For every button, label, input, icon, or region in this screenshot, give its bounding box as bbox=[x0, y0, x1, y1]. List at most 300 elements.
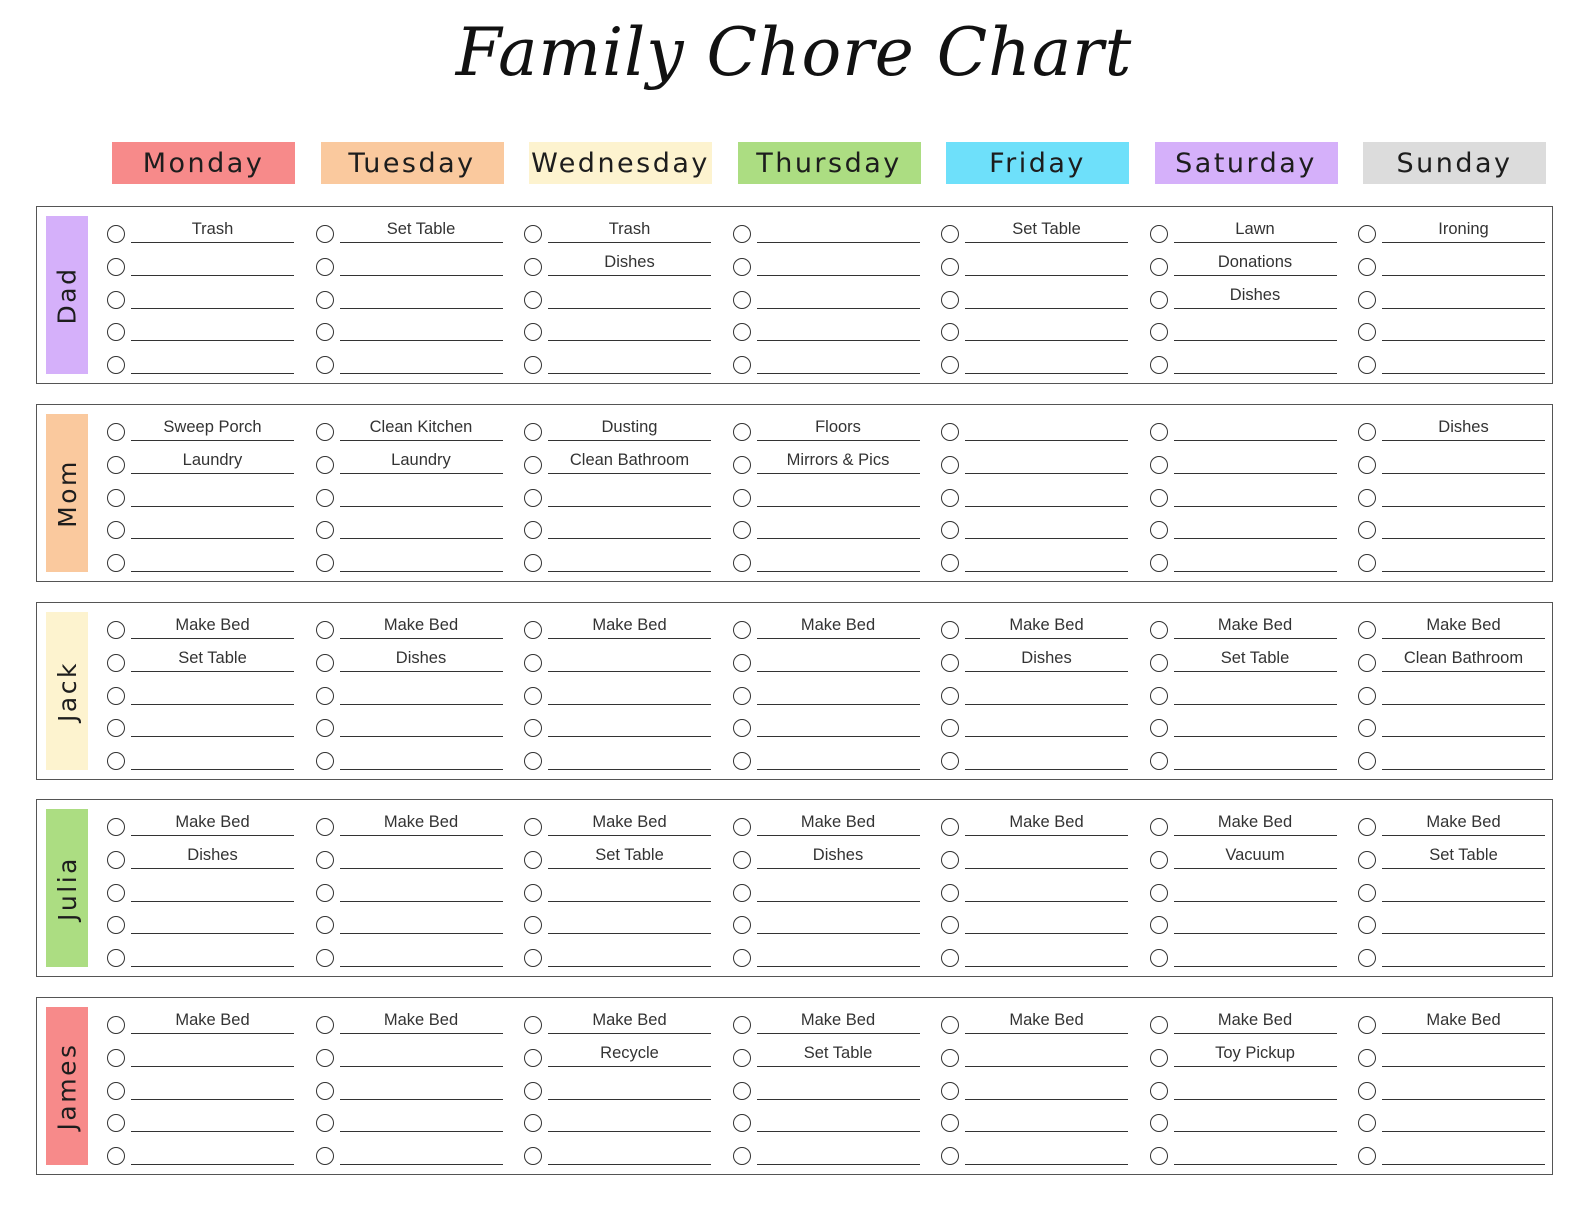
chore-text[interactable]: Make Bed bbox=[1174, 611, 1337, 639]
checkbox-circle[interactable] bbox=[524, 225, 542, 243]
checkbox-circle[interactable] bbox=[107, 423, 125, 441]
checkbox-circle[interactable] bbox=[1358, 225, 1376, 243]
chore-text[interactable] bbox=[131, 313, 294, 341]
checkbox-circle[interactable] bbox=[941, 621, 959, 639]
checkbox-circle[interactable] bbox=[524, 818, 542, 836]
checkbox-circle[interactable] bbox=[524, 687, 542, 705]
checkbox-circle[interactable] bbox=[316, 291, 334, 309]
chore-text[interactable]: Make Bed bbox=[965, 611, 1128, 639]
chore-text[interactable] bbox=[757, 677, 920, 705]
checkbox-circle[interactable] bbox=[733, 356, 751, 374]
chore-text[interactable] bbox=[965, 1039, 1128, 1067]
chore-text[interactable]: Dishes bbox=[1382, 413, 1545, 441]
chore-text[interactable]: Clean Bathroom bbox=[1382, 644, 1545, 672]
checkbox-circle[interactable] bbox=[1150, 851, 1168, 869]
chore-text[interactable] bbox=[340, 874, 503, 902]
chore-text[interactable] bbox=[757, 215, 920, 243]
checkbox-circle[interactable] bbox=[316, 884, 334, 902]
checkbox-circle[interactable] bbox=[107, 949, 125, 967]
chore-text[interactable]: Make Bed bbox=[340, 808, 503, 836]
checkbox-circle[interactable] bbox=[941, 884, 959, 902]
checkbox-circle[interactable] bbox=[941, 423, 959, 441]
chore-text[interactable]: Make Bed bbox=[1382, 808, 1545, 836]
checkbox-circle[interactable] bbox=[107, 1082, 125, 1100]
chore-text[interactable]: Make Bed bbox=[965, 1006, 1128, 1034]
chore-text[interactable] bbox=[548, 939, 711, 967]
chore-text[interactable] bbox=[131, 906, 294, 934]
chore-text[interactable] bbox=[965, 677, 1128, 705]
checkbox-circle[interactable] bbox=[941, 1049, 959, 1067]
chore-text[interactable] bbox=[965, 1104, 1128, 1132]
chore-text[interactable]: Make Bed bbox=[131, 1006, 294, 1034]
chore-text[interactable]: Set Table bbox=[131, 644, 294, 672]
checkbox-circle[interactable] bbox=[1150, 654, 1168, 672]
chore-text[interactable]: Make Bed bbox=[548, 611, 711, 639]
checkbox-circle[interactable] bbox=[316, 752, 334, 770]
chore-text[interactable] bbox=[131, 677, 294, 705]
chore-text[interactable] bbox=[965, 446, 1128, 474]
chore-text[interactable] bbox=[340, 742, 503, 770]
checkbox-circle[interactable] bbox=[316, 1049, 334, 1067]
checkbox-circle[interactable] bbox=[316, 719, 334, 737]
checkbox-circle[interactable] bbox=[316, 225, 334, 243]
checkbox-circle[interactable] bbox=[941, 949, 959, 967]
chore-text[interactable] bbox=[757, 248, 920, 276]
checkbox-circle[interactable] bbox=[1150, 1016, 1168, 1034]
chore-text[interactable] bbox=[340, 709, 503, 737]
checkbox-circle[interactable] bbox=[107, 1016, 125, 1034]
checkbox-circle[interactable] bbox=[733, 225, 751, 243]
checkbox-circle[interactable] bbox=[733, 884, 751, 902]
checkbox-circle[interactable] bbox=[733, 949, 751, 967]
chore-text[interactable]: Mirrors & Pics bbox=[757, 446, 920, 474]
chore-text[interactable] bbox=[1174, 1104, 1337, 1132]
chore-text[interactable] bbox=[1174, 544, 1337, 572]
checkbox-circle[interactable] bbox=[1358, 1114, 1376, 1132]
checkbox-circle[interactable] bbox=[107, 851, 125, 869]
chore-text[interactable] bbox=[131, 939, 294, 967]
checkbox-circle[interactable] bbox=[107, 1114, 125, 1132]
chore-text[interactable] bbox=[548, 1072, 711, 1100]
checkbox-circle[interactable] bbox=[316, 1147, 334, 1165]
checkbox-circle[interactable] bbox=[316, 423, 334, 441]
checkbox-circle[interactable] bbox=[1150, 423, 1168, 441]
checkbox-circle[interactable] bbox=[107, 356, 125, 374]
checkbox-circle[interactable] bbox=[733, 1082, 751, 1100]
chore-text[interactable] bbox=[965, 544, 1128, 572]
checkbox-circle[interactable] bbox=[524, 949, 542, 967]
checkbox-circle[interactable] bbox=[941, 851, 959, 869]
chore-text[interactable]: Make Bed bbox=[340, 1006, 503, 1034]
checkbox-circle[interactable] bbox=[107, 654, 125, 672]
chore-text[interactable] bbox=[340, 1104, 503, 1132]
chore-text[interactable] bbox=[131, 709, 294, 737]
checkbox-circle[interactable] bbox=[107, 521, 125, 539]
chore-text[interactable] bbox=[965, 841, 1128, 869]
checkbox-circle[interactable] bbox=[316, 1114, 334, 1132]
checkbox-circle[interactable] bbox=[1358, 489, 1376, 507]
chore-text[interactable]: Laundry bbox=[131, 446, 294, 474]
checkbox-circle[interactable] bbox=[316, 456, 334, 474]
checkbox-circle[interactable] bbox=[1358, 687, 1376, 705]
chore-text[interactable]: Clean Bathroom bbox=[548, 446, 711, 474]
chore-text[interactable] bbox=[965, 874, 1128, 902]
checkbox-circle[interactable] bbox=[941, 225, 959, 243]
chore-text[interactable]: Sweep Porch bbox=[131, 413, 294, 441]
chore-text[interactable] bbox=[757, 1104, 920, 1132]
chore-text[interactable] bbox=[340, 939, 503, 967]
chore-text[interactable] bbox=[757, 346, 920, 374]
checkbox-circle[interactable] bbox=[524, 1114, 542, 1132]
checkbox-circle[interactable] bbox=[524, 456, 542, 474]
checkbox-circle[interactable] bbox=[1150, 621, 1168, 639]
chore-text[interactable] bbox=[965, 346, 1128, 374]
checkbox-circle[interactable] bbox=[107, 323, 125, 341]
checkbox-circle[interactable] bbox=[524, 884, 542, 902]
chore-text[interactable] bbox=[131, 1072, 294, 1100]
checkbox-circle[interactable] bbox=[941, 323, 959, 341]
checkbox-circle[interactable] bbox=[316, 1082, 334, 1100]
checkbox-circle[interactable] bbox=[524, 1082, 542, 1100]
chore-text[interactable] bbox=[1382, 677, 1545, 705]
checkbox-circle[interactable] bbox=[1358, 916, 1376, 934]
checkbox-circle[interactable] bbox=[316, 851, 334, 869]
checkbox-circle[interactable] bbox=[107, 719, 125, 737]
chore-text[interactable] bbox=[340, 313, 503, 341]
checkbox-circle[interactable] bbox=[1150, 687, 1168, 705]
checkbox-circle[interactable] bbox=[941, 1016, 959, 1034]
checkbox-circle[interactable] bbox=[941, 916, 959, 934]
chore-text[interactable] bbox=[1382, 1104, 1545, 1132]
chore-text[interactable]: Make Bed bbox=[131, 611, 294, 639]
chore-text[interactable] bbox=[548, 742, 711, 770]
checkbox-circle[interactable] bbox=[316, 554, 334, 572]
checkbox-circle[interactable] bbox=[107, 1049, 125, 1067]
chore-text[interactable]: Dishes bbox=[131, 841, 294, 869]
checkbox-circle[interactable] bbox=[1150, 291, 1168, 309]
checkbox-circle[interactable] bbox=[316, 489, 334, 507]
checkbox-circle[interactable] bbox=[1150, 719, 1168, 737]
chore-text[interactable] bbox=[1382, 939, 1545, 967]
chore-text[interactable] bbox=[1382, 479, 1545, 507]
checkbox-circle[interactable] bbox=[941, 356, 959, 374]
checkbox-circle[interactable] bbox=[1358, 456, 1376, 474]
checkbox-circle[interactable] bbox=[941, 489, 959, 507]
checkbox-circle[interactable] bbox=[1150, 521, 1168, 539]
checkbox-circle[interactable] bbox=[1358, 323, 1376, 341]
chore-text[interactable] bbox=[1382, 709, 1545, 737]
checkbox-circle[interactable] bbox=[733, 1016, 751, 1034]
chore-text[interactable] bbox=[1382, 446, 1545, 474]
checkbox-circle[interactable] bbox=[733, 687, 751, 705]
checkbox-circle[interactable] bbox=[316, 1016, 334, 1034]
checkbox-circle[interactable] bbox=[733, 621, 751, 639]
checkbox-circle[interactable] bbox=[1358, 521, 1376, 539]
chore-text[interactable] bbox=[1382, 248, 1545, 276]
chore-text[interactable] bbox=[548, 709, 711, 737]
chore-text[interactable]: Lawn bbox=[1174, 215, 1337, 243]
chore-text[interactable] bbox=[1174, 874, 1337, 902]
chore-text[interactable] bbox=[1174, 511, 1337, 539]
chore-text[interactable]: Floors bbox=[757, 413, 920, 441]
chore-text[interactable] bbox=[340, 677, 503, 705]
checkbox-circle[interactable] bbox=[941, 752, 959, 770]
chore-text[interactable] bbox=[340, 281, 503, 309]
checkbox-circle[interactable] bbox=[107, 818, 125, 836]
chore-text[interactable] bbox=[965, 479, 1128, 507]
checkbox-circle[interactable] bbox=[941, 687, 959, 705]
chore-text[interactable]: Dishes bbox=[340, 644, 503, 672]
checkbox-circle[interactable] bbox=[733, 654, 751, 672]
chore-text[interactable]: Set Table bbox=[965, 215, 1128, 243]
chore-text[interactable] bbox=[131, 1137, 294, 1165]
chore-text[interactable]: Make Bed bbox=[548, 808, 711, 836]
chore-text[interactable] bbox=[965, 1137, 1128, 1165]
checkbox-circle[interactable] bbox=[733, 521, 751, 539]
checkbox-circle[interactable] bbox=[1358, 949, 1376, 967]
checkbox-circle[interactable] bbox=[524, 521, 542, 539]
checkbox-circle[interactable] bbox=[941, 1082, 959, 1100]
checkbox-circle[interactable] bbox=[1150, 949, 1168, 967]
chore-text[interactable] bbox=[340, 248, 503, 276]
chore-text[interactable] bbox=[965, 709, 1128, 737]
chore-text[interactable]: Trash bbox=[131, 215, 294, 243]
checkbox-circle[interactable] bbox=[1358, 356, 1376, 374]
chore-text[interactable] bbox=[1174, 313, 1337, 341]
chore-text[interactable] bbox=[1174, 446, 1337, 474]
checkbox-circle[interactable] bbox=[316, 818, 334, 836]
checkbox-circle[interactable] bbox=[1150, 258, 1168, 276]
chore-text[interactable] bbox=[1382, 544, 1545, 572]
chore-text[interactable] bbox=[1382, 313, 1545, 341]
checkbox-circle[interactable] bbox=[1150, 884, 1168, 902]
chore-text[interactable]: Laundry bbox=[340, 446, 503, 474]
checkbox-circle[interactable] bbox=[1150, 1147, 1168, 1165]
chore-text[interactable] bbox=[1174, 413, 1337, 441]
chore-text[interactable] bbox=[548, 479, 711, 507]
chore-text[interactable]: Set Table bbox=[1382, 841, 1545, 869]
checkbox-circle[interactable] bbox=[733, 752, 751, 770]
chore-text[interactable] bbox=[757, 742, 920, 770]
chore-text[interactable]: Dishes bbox=[965, 644, 1128, 672]
chore-text[interactable] bbox=[131, 248, 294, 276]
checkbox-circle[interactable] bbox=[316, 916, 334, 934]
chore-text[interactable] bbox=[548, 677, 711, 705]
checkbox-circle[interactable] bbox=[1358, 884, 1376, 902]
checkbox-circle[interactable] bbox=[524, 323, 542, 341]
checkbox-circle[interactable] bbox=[107, 291, 125, 309]
checkbox-circle[interactable] bbox=[1150, 752, 1168, 770]
chore-text[interactable]: Dishes bbox=[1174, 281, 1337, 309]
chore-text[interactable] bbox=[1174, 742, 1337, 770]
checkbox-circle[interactable] bbox=[1358, 719, 1376, 737]
checkbox-circle[interactable] bbox=[1358, 621, 1376, 639]
checkbox-circle[interactable] bbox=[524, 1016, 542, 1034]
chore-text[interactable] bbox=[1174, 939, 1337, 967]
checkbox-circle[interactable] bbox=[1150, 916, 1168, 934]
chore-text[interactable] bbox=[757, 511, 920, 539]
chore-text[interactable] bbox=[1174, 1072, 1337, 1100]
chore-text[interactable]: Make Bed bbox=[1174, 808, 1337, 836]
checkbox-circle[interactable] bbox=[733, 258, 751, 276]
chore-text[interactable] bbox=[1382, 1072, 1545, 1100]
checkbox-circle[interactable] bbox=[524, 423, 542, 441]
checkbox-circle[interactable] bbox=[524, 851, 542, 869]
chore-text[interactable] bbox=[340, 511, 503, 539]
checkbox-circle[interactable] bbox=[107, 554, 125, 572]
chore-text[interactable]: Set Table bbox=[548, 841, 711, 869]
chore-text[interactable] bbox=[340, 479, 503, 507]
chore-text[interactable] bbox=[1382, 906, 1545, 934]
chore-text[interactable]: Trash bbox=[548, 215, 711, 243]
checkbox-circle[interactable] bbox=[524, 621, 542, 639]
chore-text[interactable] bbox=[1174, 479, 1337, 507]
chore-text[interactable] bbox=[340, 906, 503, 934]
chore-text[interactable] bbox=[131, 281, 294, 309]
checkbox-circle[interactable] bbox=[941, 258, 959, 276]
chore-text[interactable]: Make Bed bbox=[340, 611, 503, 639]
chore-text[interactable] bbox=[548, 874, 711, 902]
checkbox-circle[interactable] bbox=[316, 654, 334, 672]
chore-text[interactable]: Set Table bbox=[757, 1039, 920, 1067]
checkbox-circle[interactable] bbox=[524, 752, 542, 770]
checkbox-circle[interactable] bbox=[941, 818, 959, 836]
chore-text[interactable] bbox=[757, 479, 920, 507]
chore-text[interactable]: Make Bed bbox=[1174, 1006, 1337, 1034]
checkbox-circle[interactable] bbox=[524, 1147, 542, 1165]
chore-text[interactable]: Recycle bbox=[548, 1039, 711, 1067]
checkbox-circle[interactable] bbox=[733, 719, 751, 737]
checkbox-circle[interactable] bbox=[524, 916, 542, 934]
checkbox-circle[interactable] bbox=[733, 456, 751, 474]
checkbox-circle[interactable] bbox=[524, 654, 542, 672]
chore-text[interactable]: Dishes bbox=[548, 248, 711, 276]
checkbox-circle[interactable] bbox=[107, 489, 125, 507]
chore-text[interactable]: Make Bed bbox=[1382, 1006, 1545, 1034]
chore-text[interactable] bbox=[340, 841, 503, 869]
checkbox-circle[interactable] bbox=[733, 489, 751, 507]
checkbox-circle[interactable] bbox=[941, 1114, 959, 1132]
checkbox-circle[interactable] bbox=[524, 489, 542, 507]
chore-text[interactable] bbox=[757, 644, 920, 672]
chore-text[interactable] bbox=[1382, 346, 1545, 374]
checkbox-circle[interactable] bbox=[1150, 356, 1168, 374]
checkbox-circle[interactable] bbox=[524, 258, 542, 276]
chore-text[interactable] bbox=[131, 511, 294, 539]
chore-text[interactable]: Set Table bbox=[1174, 644, 1337, 672]
chore-text[interactable] bbox=[965, 413, 1128, 441]
checkbox-circle[interactable] bbox=[733, 851, 751, 869]
chore-text[interactable] bbox=[1382, 742, 1545, 770]
chore-text[interactable] bbox=[1174, 1137, 1337, 1165]
chore-text[interactable] bbox=[965, 313, 1128, 341]
chore-text[interactable] bbox=[131, 346, 294, 374]
checkbox-circle[interactable] bbox=[1150, 818, 1168, 836]
chore-text[interactable]: Make Bed bbox=[757, 808, 920, 836]
chore-text[interactable] bbox=[757, 1137, 920, 1165]
checkbox-circle[interactable] bbox=[316, 621, 334, 639]
checkbox-circle[interactable] bbox=[1358, 654, 1376, 672]
checkbox-circle[interactable] bbox=[524, 719, 542, 737]
checkbox-circle[interactable] bbox=[316, 323, 334, 341]
checkbox-circle[interactable] bbox=[1358, 554, 1376, 572]
chore-text[interactable] bbox=[757, 709, 920, 737]
checkbox-circle[interactable] bbox=[1358, 291, 1376, 309]
checkbox-circle[interactable] bbox=[107, 258, 125, 276]
chore-text[interactable]: Make Bed bbox=[548, 1006, 711, 1034]
chore-text[interactable] bbox=[1382, 1039, 1545, 1067]
chore-text[interactable] bbox=[1382, 281, 1545, 309]
checkbox-circle[interactable] bbox=[107, 1147, 125, 1165]
chore-text[interactable] bbox=[757, 906, 920, 934]
checkbox-circle[interactable] bbox=[107, 752, 125, 770]
chore-text[interactable] bbox=[1174, 906, 1337, 934]
chore-text[interactable] bbox=[548, 281, 711, 309]
checkbox-circle[interactable] bbox=[107, 916, 125, 934]
chore-text[interactable] bbox=[548, 906, 711, 934]
chore-text[interactable]: Make Bed bbox=[965, 808, 1128, 836]
checkbox-circle[interactable] bbox=[941, 521, 959, 539]
chore-text[interactable]: Ironing bbox=[1382, 215, 1545, 243]
checkbox-circle[interactable] bbox=[941, 291, 959, 309]
checkbox-circle[interactable] bbox=[1150, 225, 1168, 243]
checkbox-circle[interactable] bbox=[1358, 1082, 1376, 1100]
checkbox-circle[interactable] bbox=[107, 884, 125, 902]
chore-text[interactable]: Vacuum bbox=[1174, 841, 1337, 869]
checkbox-circle[interactable] bbox=[1358, 423, 1376, 441]
checkbox-circle[interactable] bbox=[316, 949, 334, 967]
chore-text[interactable] bbox=[131, 874, 294, 902]
chore-text[interactable] bbox=[965, 906, 1128, 934]
chore-text[interactable]: Dusting bbox=[548, 413, 711, 441]
checkbox-circle[interactable] bbox=[1150, 1049, 1168, 1067]
checkbox-circle[interactable] bbox=[107, 456, 125, 474]
chore-text[interactable] bbox=[1174, 709, 1337, 737]
checkbox-circle[interactable] bbox=[107, 225, 125, 243]
chore-text[interactable]: Set Table bbox=[340, 215, 503, 243]
chore-text[interactable] bbox=[757, 281, 920, 309]
checkbox-circle[interactable] bbox=[1358, 1016, 1376, 1034]
checkbox-circle[interactable] bbox=[941, 719, 959, 737]
checkbox-circle[interactable] bbox=[733, 1049, 751, 1067]
checkbox-circle[interactable] bbox=[941, 1147, 959, 1165]
chore-text[interactable]: Donations bbox=[1174, 248, 1337, 276]
chore-text[interactable] bbox=[965, 281, 1128, 309]
checkbox-circle[interactable] bbox=[316, 687, 334, 705]
chore-text[interactable]: Make Bed bbox=[131, 808, 294, 836]
checkbox-circle[interactable] bbox=[1150, 1082, 1168, 1100]
checkbox-circle[interactable] bbox=[733, 1114, 751, 1132]
checkbox-circle[interactable] bbox=[316, 356, 334, 374]
checkbox-circle[interactable] bbox=[733, 323, 751, 341]
checkbox-circle[interactable] bbox=[941, 554, 959, 572]
checkbox-circle[interactable] bbox=[733, 916, 751, 934]
checkbox-circle[interactable] bbox=[1150, 554, 1168, 572]
chore-text[interactable] bbox=[757, 1072, 920, 1100]
checkbox-circle[interactable] bbox=[1358, 1147, 1376, 1165]
chore-text[interactable] bbox=[340, 1039, 503, 1067]
chore-text[interactable] bbox=[548, 1137, 711, 1165]
chore-text[interactable] bbox=[131, 742, 294, 770]
checkbox-circle[interactable] bbox=[524, 554, 542, 572]
chore-text[interactable] bbox=[340, 346, 503, 374]
checkbox-circle[interactable] bbox=[1358, 258, 1376, 276]
checkbox-circle[interactable] bbox=[1358, 818, 1376, 836]
chore-text[interactable]: Make Bed bbox=[757, 611, 920, 639]
chore-text[interactable] bbox=[548, 1104, 711, 1132]
checkbox-circle[interactable] bbox=[733, 818, 751, 836]
checkbox-circle[interactable] bbox=[316, 521, 334, 539]
